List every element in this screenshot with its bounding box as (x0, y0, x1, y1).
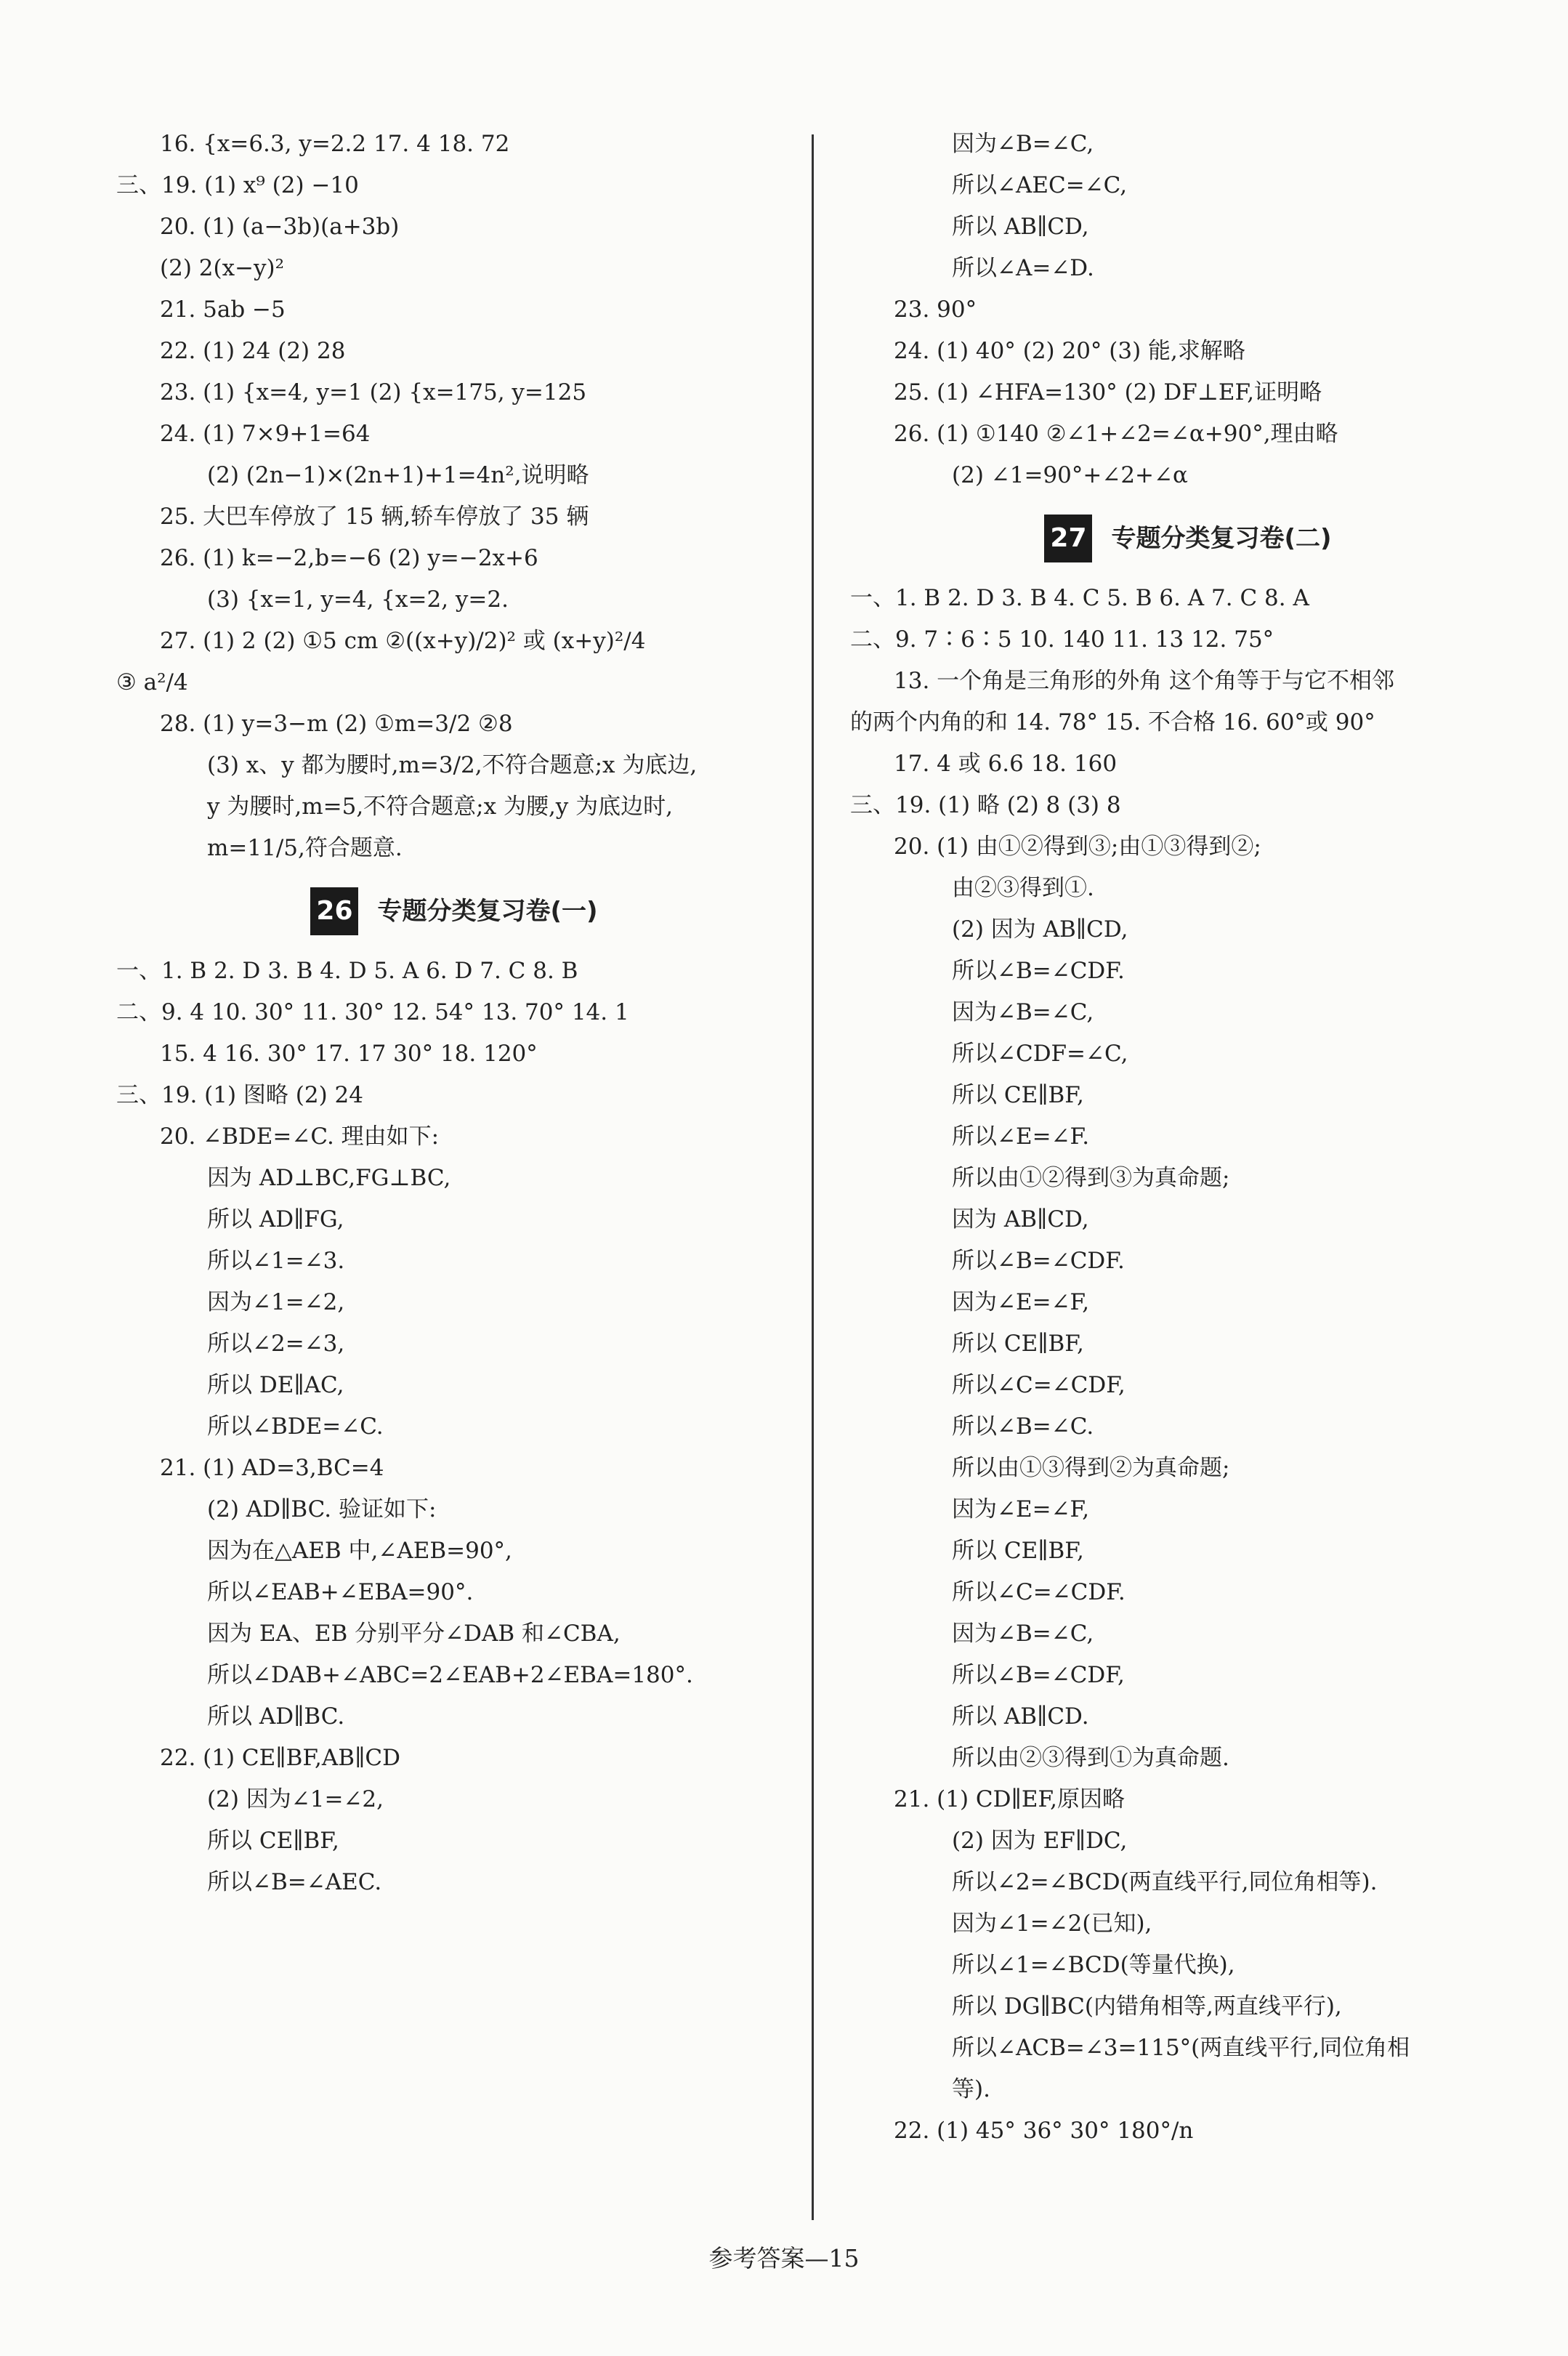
answer-line: 24. (1) 7×9+1=64 (160, 421, 371, 447)
answer-line: 因为∠B=∠C, (952, 131, 1094, 157)
section-title: 专题分类复习卷(二) (1111, 524, 1332, 553)
answer-line: 所以∠A=∠D. (952, 255, 1094, 281)
answer-line: 21. 5ab −5 (160, 296, 286, 323)
answer-line: 因为∠B=∠C, (952, 999, 1094, 1025)
answer-line: 所以∠B=∠C. (952, 1413, 1094, 1440)
answer-line: 所以 AD∥FG, (207, 1206, 344, 1233)
answer-line: 所以∠BDE=∠C. (207, 1413, 384, 1440)
column-divider (812, 134, 814, 2220)
answer-line: 15. 4 16. 30° 17. 17 30° 18. 120° (160, 1041, 538, 1067)
left-answer-block-1 (116, 124, 792, 869)
section-heading-26 (116, 885, 792, 937)
answer-line: (2) ∠1=90°+∠2+∠α (952, 462, 1188, 488)
answer-line: 所以∠DAB+∠ABC=2∠EAB+2∠EBA=180°. (207, 1662, 693, 1688)
answer-line: 所以 AD∥BC. (207, 1703, 345, 1730)
answer-line: 所以∠B=∠CDF, (952, 1662, 1125, 1688)
answer-line: (3) x、y 都为腰时,m=3/2,不符合题意;x 为底边, (207, 752, 698, 778)
answer-line: 由②③得到①. (952, 875, 1094, 901)
answer-line: 所以∠B=∠AEC. (207, 1869, 382, 1895)
answer-line: 因为∠E=∠F, (952, 1496, 1090, 1522)
answer-line: 28. (1) y=3−m (2) ①m=3/2 ②8 (160, 711, 513, 737)
answer-line: (3) {x=1, y=4, {x=2, y=2. (207, 586, 509, 613)
answer-line: (2) AD∥BC. 验证如下: (207, 1496, 437, 1522)
answer-line: (2) 因为 EF∥DC, (952, 1828, 1128, 1854)
answer-line: 所以∠CDF=∠C, (952, 1041, 1128, 1067)
section-number-badge: 27 (1044, 515, 1092, 562)
answer-line: 的两个内角的和 14. 78° 15. 不合格 16. 60°或 90° (850, 709, 1375, 735)
right-column (850, 124, 1526, 2152)
answer-line: 一、1. B 2. D 3. B 4. D 5. A 6. D 7. C 8. B (116, 958, 578, 984)
answer-line: 因为∠1=∠2(已知), (952, 1911, 1152, 1937)
answer-line: 所以 CE∥BF, (952, 1538, 1084, 1564)
answer-line: y 为腰时,m=5,不符合题意;x 为腰,y 为底边时, (207, 794, 674, 820)
answer-line: 所以由①②得到③为真命题; (952, 1165, 1230, 1191)
answer-line: 所以由②③得到①为真命题. (952, 1745, 1229, 1771)
answer-line: 17. 4 或 6.6 18. 160 (894, 751, 1118, 777)
answer-line: 23. 90° (894, 296, 977, 323)
answer-line: 22. (1) 45° 36° 30° 180°/n (894, 2118, 1194, 2144)
answer-line: 所以 AB∥CD. (952, 1703, 1089, 1730)
answer-line: m=11/5,符合题意. (207, 835, 403, 861)
answer-line: 所以∠AEC=∠C, (952, 172, 1128, 198)
answer-line: 所以∠2=∠3, (207, 1331, 345, 1357)
answer-line: 所以∠EAB+∠EBA=90°. (207, 1579, 474, 1605)
answer-line: 三、19. (1) 图略 (2) 24 (116, 1082, 363, 1108)
answer-line: 因为∠E=∠F, (952, 1289, 1090, 1315)
answer-line: ③ a²/4 (116, 669, 188, 695)
answer-line: 三、19. (1) x⁹ (2) −10 (116, 172, 359, 198)
answer-line: 22. (1) CE∥BF,AB∥CD (160, 1745, 400, 1771)
section-number-badge: 26 (310, 887, 358, 935)
answer-line: 所以∠2=∠BCD(两直线平行,同位角相等). (952, 1869, 1378, 1895)
answer-line: 所以由①③得到②为真命题; (952, 1455, 1230, 1481)
answer-line: 所以∠C=∠CDF. (952, 1579, 1126, 1605)
answer-line: 所以 CE∥BF, (952, 1331, 1084, 1357)
answer-line: 20. ∠BDE=∠C. 理由如下: (160, 1123, 440, 1150)
answer-line: 所以∠E=∠F. (952, 1123, 1090, 1150)
answer-line: 所以 CE∥BF, (207, 1828, 339, 1854)
answer-line: 24. (1) 40° (2) 20° (3) 能,求解略 (894, 338, 1245, 364)
answer-line: 因为在△AEB 中,∠AEB=90°, (207, 1538, 512, 1564)
page-footer: 参考答案—15 (708, 2244, 860, 2272)
answer-line: 所以 CE∥BF, (952, 1082, 1084, 1108)
answer-line: 因为∠B=∠C, (952, 1621, 1094, 1647)
answer-line: 一、1. B 2. D 3. B 4. C 5. B 6. A 7. C 8. A (850, 585, 1309, 611)
right-answer-block-2 (850, 578, 1526, 2152)
answer-line: 因为 AD⊥BC,FG⊥BC, (207, 1165, 451, 1191)
answer-line: 25. (1) ∠HFA=130° (2) DF⊥EF,证明略 (894, 379, 1322, 406)
left-column (116, 124, 792, 1903)
answer-line: 所以∠B=∠CDF. (952, 1248, 1125, 1274)
answer-line: 因为 EA、EB 分别平分∠DAB 和∠CBA, (207, 1621, 621, 1647)
answer-line: 27. (1) 2 (2) ①5 cm ②((x+y)/2)² 或 (x+y)²/4 (160, 628, 646, 654)
answer-line: 所以∠B=∠CDF. (952, 958, 1125, 984)
answer-line: 等). (952, 2076, 990, 2102)
answer-line: 16. {x=6.3, y=2.2 17. 4 18. 72 (160, 131, 510, 157)
answer-line: 所以 DG∥BC(内错角相等,两直线平行), (952, 1993, 1342, 2020)
answer-line: 13. 一个角是三角形的外角 这个角等于与它不相邻 (894, 668, 1395, 694)
answer-line: 26. (1) ①140 ②∠1+∠2=∠α+90°,理由略 (894, 421, 1338, 447)
answer-line: 因为 AB∥CD, (952, 1206, 1089, 1233)
answer-line: 26. (1) k=−2,b=−6 (2) y=−2x+6 (160, 545, 538, 571)
answer-line: 21. (1) AD=3,BC=4 (160, 1455, 384, 1481)
answer-line: 20. (1) 由①②得到③;由①③得到②; (894, 834, 1261, 860)
answer-line: 20. (1) (a−3b)(a+3b) (160, 214, 400, 240)
answer-line: 所以∠1=∠BCD(等量代换), (952, 1952, 1235, 1978)
left-answer-block-2 (116, 951, 792, 1903)
answer-line: 所以∠ACB=∠3=115°(两直线平行,同位角相 (952, 2035, 1410, 2061)
answer-line: 25. 大巴车停放了 15 辆,轿车停放了 35 辆 (160, 504, 589, 530)
answer-line: 三、19. (1) 略 (2) 8 (3) 8 (850, 792, 1121, 818)
answer-line: 所以 DE∥AC, (207, 1372, 344, 1398)
answer-line: 二、9. 7∶6∶5 10. 140 11. 13 12. 75° (850, 626, 1274, 653)
section-title: 专题分类复习卷(一) (377, 897, 598, 926)
answer-line: 因为∠1=∠2, (207, 1289, 345, 1315)
answer-line: 所以 AB∥CD, (952, 214, 1089, 240)
section-heading-27 (850, 512, 1526, 565)
answer-line: 23. (1) {x=4, y=1 (2) {x=175, y=125 (160, 379, 587, 406)
answer-line: (2) 2(x−y)² (160, 255, 285, 281)
answer-line: (2) 因为 AB∥CD, (952, 916, 1128, 943)
answer-line: 所以∠1=∠3. (207, 1248, 345, 1274)
right-answer-block-1 (850, 124, 1526, 496)
answer-line: 21. (1) CD∥EF,原因略 (894, 1786, 1125, 1812)
answer-line: 二、9. 4 10. 30° 11. 30° 12. 54° 13. 70° 14. 1 (116, 999, 629, 1025)
answer-line: 22. (1) 24 (2) 28 (160, 338, 346, 364)
answer-line: (2) (2n−1)×(2n+1)+1=4n²,说明略 (207, 462, 589, 488)
answer-line: (2) 因为∠1=∠2, (207, 1786, 384, 1812)
answer-line: 所以∠C=∠CDF, (952, 1372, 1126, 1398)
